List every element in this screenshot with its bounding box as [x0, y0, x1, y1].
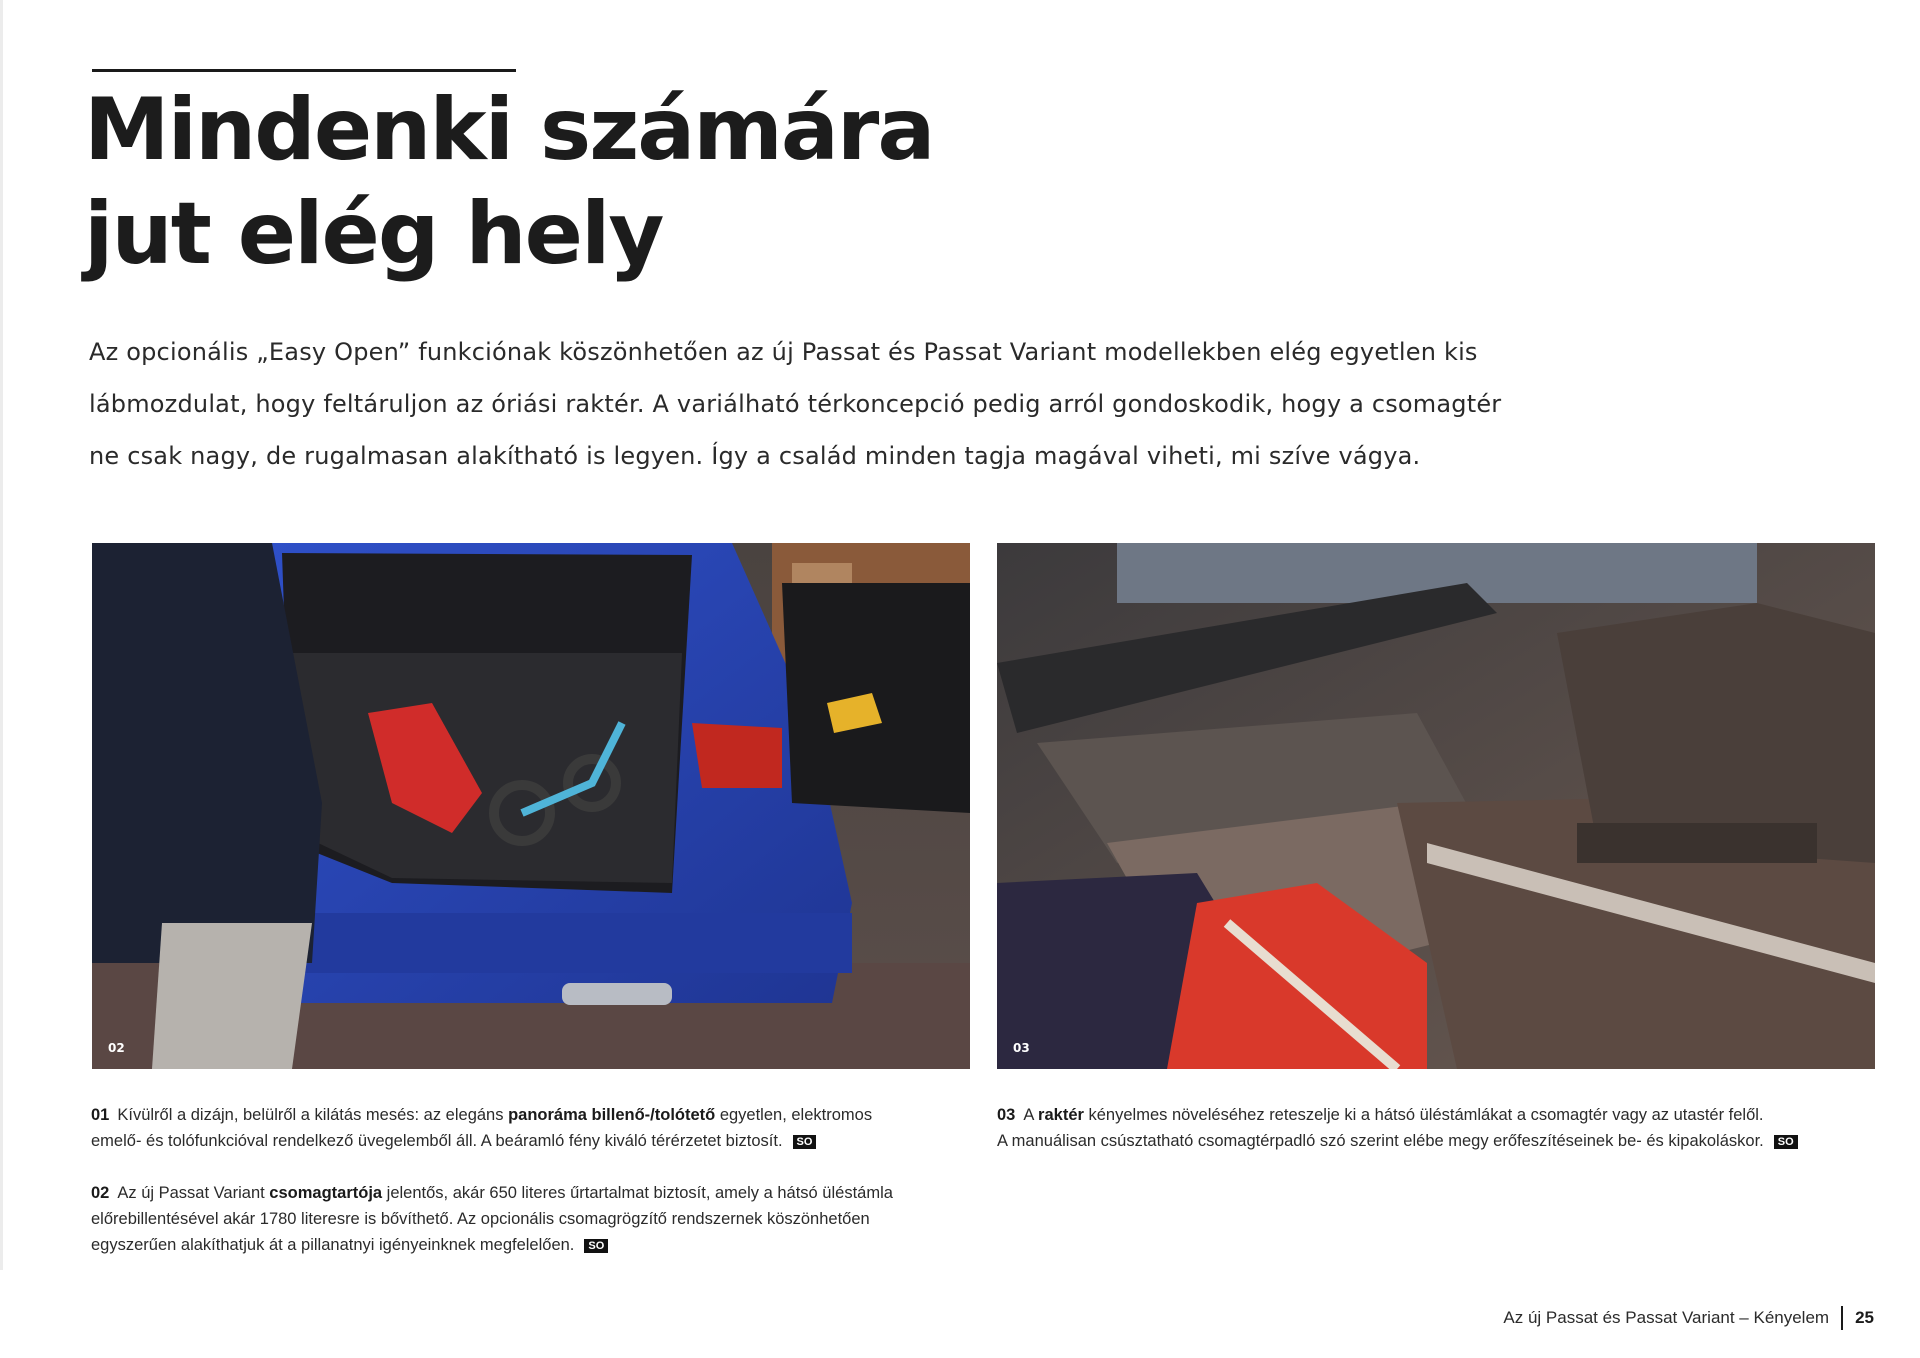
caption-03-highlight: raktér: [1038, 1106, 1084, 1124]
caption-01: [91, 1102, 872, 1154]
photo-03-illustration: [997, 543, 1875, 1069]
page-title-line-1: Mindenki számára: [84, 80, 934, 180]
caption-03: [997, 1102, 1798, 1154]
caption-02-line-2: előrebillentésével akár 1780 literesre is bővíthető. Az opcionális csomagrögzítő rendszernek köszönhetően: [91, 1210, 870, 1228]
caption-01-line-2: [91, 1128, 872, 1154]
intro-paragraph: [89, 326, 1529, 482]
photo-02-number: 02: [108, 1041, 125, 1055]
photo-02-trunk-open: [92, 543, 970, 1069]
page-title-line-2: jut elég hely: [84, 184, 663, 284]
caption-02: [91, 1180, 893, 1258]
caption-01-number: 01: [91, 1106, 110, 1124]
caption-03-number: 03: [997, 1106, 1016, 1124]
caption-01-highlight: panoráma billenő-/tolótető: [508, 1106, 716, 1124]
page-footer: [1503, 1306, 1874, 1330]
caption-02-line-1: [91, 1180, 893, 1206]
caption-01-line-1: [91, 1102, 872, 1128]
caption-02-line-1-pre: Az új Passat Variant: [117, 1184, 270, 1202]
caption-01-so-badge: SO: [793, 1135, 817, 1149]
caption-01-line-2-text: emelő- és tolófunkcióval rendelkező üvegelemből áll. A beáramló fény kiváló térérzetet biztosít.: [91, 1132, 783, 1150]
caption-02-line-3-text: egyszerűen alakíthatjuk át a pillanatnyi igényeinknek megfelelően.: [91, 1236, 575, 1254]
caption-01-line-1-post: egyetlen, elektromos: [715, 1106, 873, 1124]
intro-line-3: ne csak nagy, de rugalmasan alakítható is legyen. Így a család minden tagja magával viheti, mi szíve vágya.: [89, 442, 1421, 470]
photo-03-number: 03: [1013, 1041, 1030, 1055]
photo-03-cargo-area: [997, 543, 1875, 1069]
caption-03-line-2: [997, 1128, 1798, 1154]
photo-02-illustration: [92, 543, 970, 1069]
caption-03-line-1: [997, 1102, 1798, 1128]
caption-02-number: 02: [91, 1184, 110, 1202]
footer-separator: [1841, 1306, 1843, 1330]
caption-03-line-1-post: kényelmes növeléséhez reteszelje ki a hátsó üléstámlákat a csomagtér vagy az utastér felől.: [1083, 1106, 1764, 1124]
intro-line-1: Az opcionális „Easy Open” funkciónak köszönhetően az új Passat és Passat Variant modellekben elég egyetlen kis: [89, 338, 1478, 366]
page-edge-shadow: [0, 0, 3, 1270]
page-title: [84, 78, 933, 286]
heading-rule: [92, 69, 516, 72]
caption-03-line-2-text: A manuálisan csúsztatható csomagtérpadló szó szerint elébe megy erőfeszítéseinek be- és kipakoláskor.: [997, 1132, 1764, 1150]
footer-section-title: Az új Passat és Passat Variant – Kényelem: [1503, 1308, 1830, 1327]
caption-03-so-badge: SO: [1774, 1135, 1798, 1149]
caption-02-line-3: [91, 1232, 893, 1258]
page-number: 25: [1855, 1308, 1874, 1327]
intro-line-2: lábmozdulat, hogy feltáruljon az óriási raktér. A variálható térkoncepció pedig arról gondoskodik, hogy a csomagtér: [89, 390, 1502, 418]
caption-01-line-1-pre: Kívülről a dizájn, belülről a kilátás mesés: az elegáns: [117, 1106, 509, 1124]
caption-02-line-1-post: jelentős, akár 650 literes űrtartalmat biztosít, amely a hátsó üléstámla: [382, 1184, 893, 1202]
caption-03-line-1-pre: A: [1023, 1106, 1039, 1124]
caption-02-so-badge: SO: [584, 1239, 608, 1253]
caption-02-highlight: csomagtartója: [269, 1184, 383, 1202]
